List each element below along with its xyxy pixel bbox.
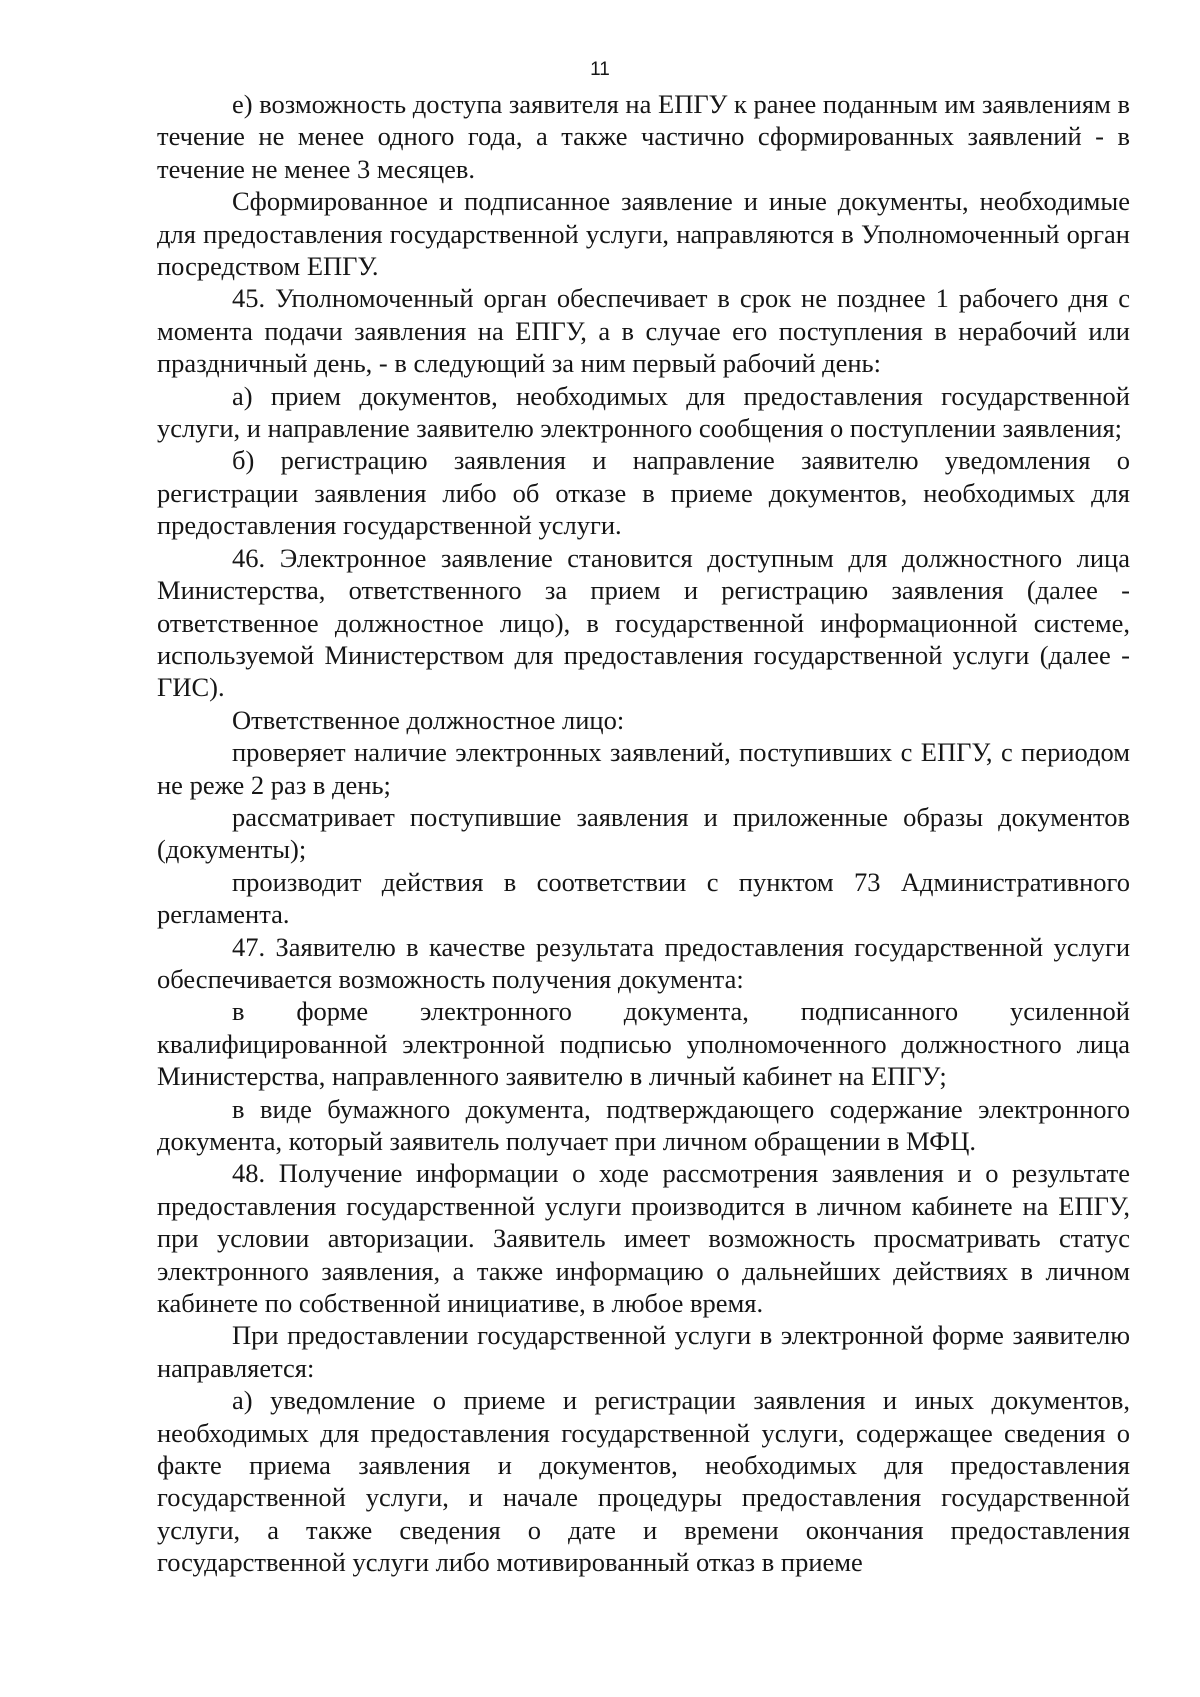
paragraph-electronic-service-notice: При предоставлении государственной услуги в электронной форме заявителю направляется: [157, 1320, 1130, 1383]
paragraph-45-b: б) регистрацию заявления и направление заявителю уведомления о регистрации заявления либо об отказе в приеме документов, необходимых для предоставления государственной услуги. [157, 445, 1130, 541]
paragraph-performs-actions: производит действия в соответствии с пунктом 73 Административного регламента. [157, 866, 1130, 930]
paragraph-reviews-applications: рассматривает поступившие заявления и приложенные образы документов (документы); [157, 801, 1130, 865]
paragraph-notice-a: а) уведомление о приеме и регистрации заявления и иных документов, необходимых для предоставления государственной услуги, содержащее сведения о факте приема заявления и документов, необходимых для предоставления государственной услуги, и начале процедуры предоставления государственной услуги, а также сведения о дате и времени окончания предоставления государственной услуги либо мотивированный отказ в приеме [157, 1385, 1130, 1578]
paragraph-e-access-to-applications: е) возможность доступа заявителя на ЕПГУ к ранее поданным им заявлениям в течение не менее одного года, а также частично сформированных заявлений - в течение не менее 3 месяцев. [157, 89, 1130, 184]
paragraph-checks-applications: проверяет наличие электронных заявлений, поступивших с ЕПГУ, с периодом не реже 2 раз в день; [157, 737, 1130, 800]
page-number: 11 [590, 59, 610, 80]
paragraph-responsible-official: Ответственное должностное лицо: [232, 704, 625, 735]
paragraph-45: 45. Уполномоченный орган обеспечивает в срок не позднее 1 рабочего дня с момента подачи заявления на ЕПГУ, а в случае его поступления в нерабочий или праздничный день, - в следующий за ним первый рабочий день: [157, 283, 1130, 379]
paragraph-48: 48. Получение информации о ходе рассмотрения заявления и о результате предоставления государственной услуги производится в личном кабинете на ЕПГУ, при условии авторизации. Заявитель имеет возможность просматривать статус электронного заявления, а также информацию о дальнейших действиях в личном кабинете по собственной инициативе, в любое время. [157, 1158, 1130, 1319]
paragraph-46: 46. Электронное заявление становится доступным для должностного лица Министерства, ответственного за прием и регистрацию заявления (далее - ответственное должностное лицо), в государственной информационной системе, используемой Министерством для предоставления государственной услуги (далее - ГИС). [157, 542, 1130, 703]
document-body [157, 88, 1130, 1579]
paragraph-47-paper-document: в виде бумажного документа, подтверждающего содержание электронного документа, который заявитель получает при личном обращении в МФЦ. [157, 1093, 1130, 1156]
paragraph-45-a: а) прием документов, необходимых для предоставления государственной услуги, и направление заявителю электронного сообщения о поступлении заявления; [157, 380, 1130, 444]
paragraph-47: 47. Заявителю в качестве результата предоставления государственной услуги обеспечивается возможность получения документа: [157, 931, 1130, 994]
paragraph-47-electronic-document: в форме электронного документа, подписанного усиленной квалифицированной электронной подписью уполномоченного должностного лица Министерства, направленного заявителю в личный кабинет на ЕПГУ; [157, 996, 1130, 1092]
paragraph-signed-application: Сформированное и подписанное заявление и иные документы, необходимые для предоставления государственной услуги, направляются в Уполномоченный орган посредством ЕПГУ. [157, 186, 1130, 282]
